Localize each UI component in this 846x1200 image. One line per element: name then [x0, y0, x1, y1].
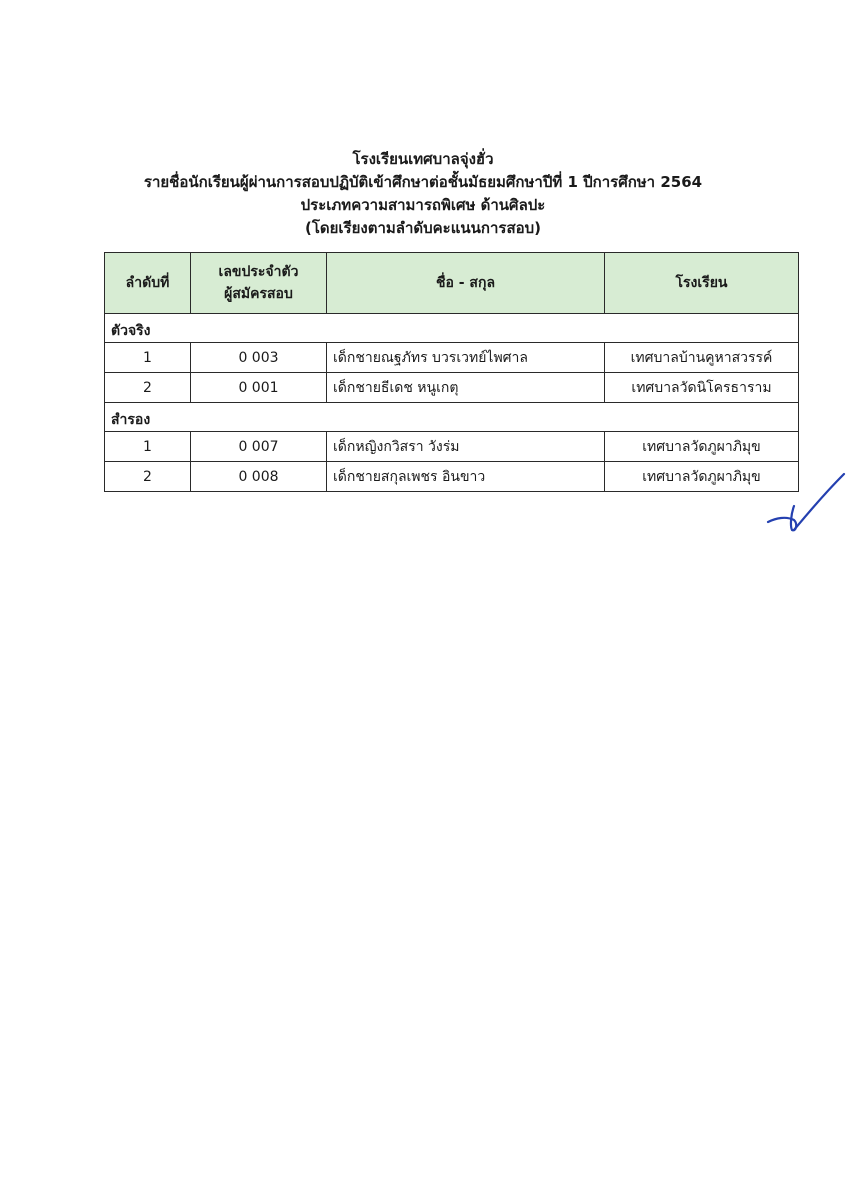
check-stroke	[768, 506, 796, 530]
cell-applicant-id: 0 001	[191, 373, 327, 403]
table-header-row	[105, 253, 799, 314]
ordering-note: (โดยเรียงตามลำดับคะแนนการสอบ)	[304, 219, 542, 237]
cell-school: เทศบาลวัดนิโครธาราม	[605, 373, 799, 403]
document-header	[0, 148, 846, 240]
section-label-reserve: สำรอง	[105, 403, 799, 432]
document-title: รายชื่อนักเรียนผู้ผ่านการสอบปฏิบัติเข้าศึกษาต่อชั้นมัธยมศึกษาปีที่ 1 ปีการศึกษา 2564	[143, 173, 703, 191]
column-header-applicant-id-line1: เลขประจำตัว	[218, 264, 299, 280]
cell-name: เด็กชายณฐภัทร บวรเวทย์ไพศาล	[327, 343, 605, 373]
section-label-main: ตัวจริง	[105, 314, 799, 343]
results-table	[104, 252, 799, 492]
cell-school: เทศบาลวัดภูผาภิมุข	[605, 462, 799, 492]
column-header-rank: ลำดับที่	[105, 253, 191, 314]
cell-name: เด็กหญิงกวิสรา วังร่ม	[327, 432, 605, 462]
column-header-applicant-id	[191, 253, 327, 314]
school-name: โรงเรียนเทศบาลจุ่งฮั่ว	[352, 150, 494, 168]
category-line: ประเภทความสามารถพิเศษ ด้านศิลปะ	[300, 196, 546, 214]
cell-name: เด็กชายสกุลเพชร อินขาว	[327, 462, 605, 492]
cell-rank: 2	[105, 462, 191, 492]
section-row-reserve	[105, 403, 799, 432]
section-row-main	[105, 314, 799, 343]
column-header-school: โรงเรียน	[605, 253, 799, 314]
cell-applicant-id: 0 007	[191, 432, 327, 462]
cell-applicant-id: 0 008	[191, 462, 327, 492]
column-header-name: ชื่อ - สกุล	[327, 253, 605, 314]
table-row	[105, 373, 799, 403]
check-tail-stroke	[794, 474, 844, 530]
handwritten-check-icon	[764, 466, 846, 538]
table-row	[105, 343, 799, 373]
cell-school: เทศบาลวัดภูผาภิมุข	[605, 432, 799, 462]
cell-school: เทศบาลบ้านคูหาสวรรค์	[605, 343, 799, 373]
cell-rank: 1	[105, 343, 191, 373]
column-header-applicant-id-line2: ผู้สมัครสอบ	[224, 286, 293, 302]
table-row	[105, 432, 799, 462]
cell-rank: 1	[105, 432, 191, 462]
cell-rank: 2	[105, 373, 191, 403]
table-row	[105, 462, 799, 492]
cell-applicant-id: 0 003	[191, 343, 327, 373]
cell-name: เด็กชายธีเดช หนูเกตุ	[327, 373, 605, 403]
